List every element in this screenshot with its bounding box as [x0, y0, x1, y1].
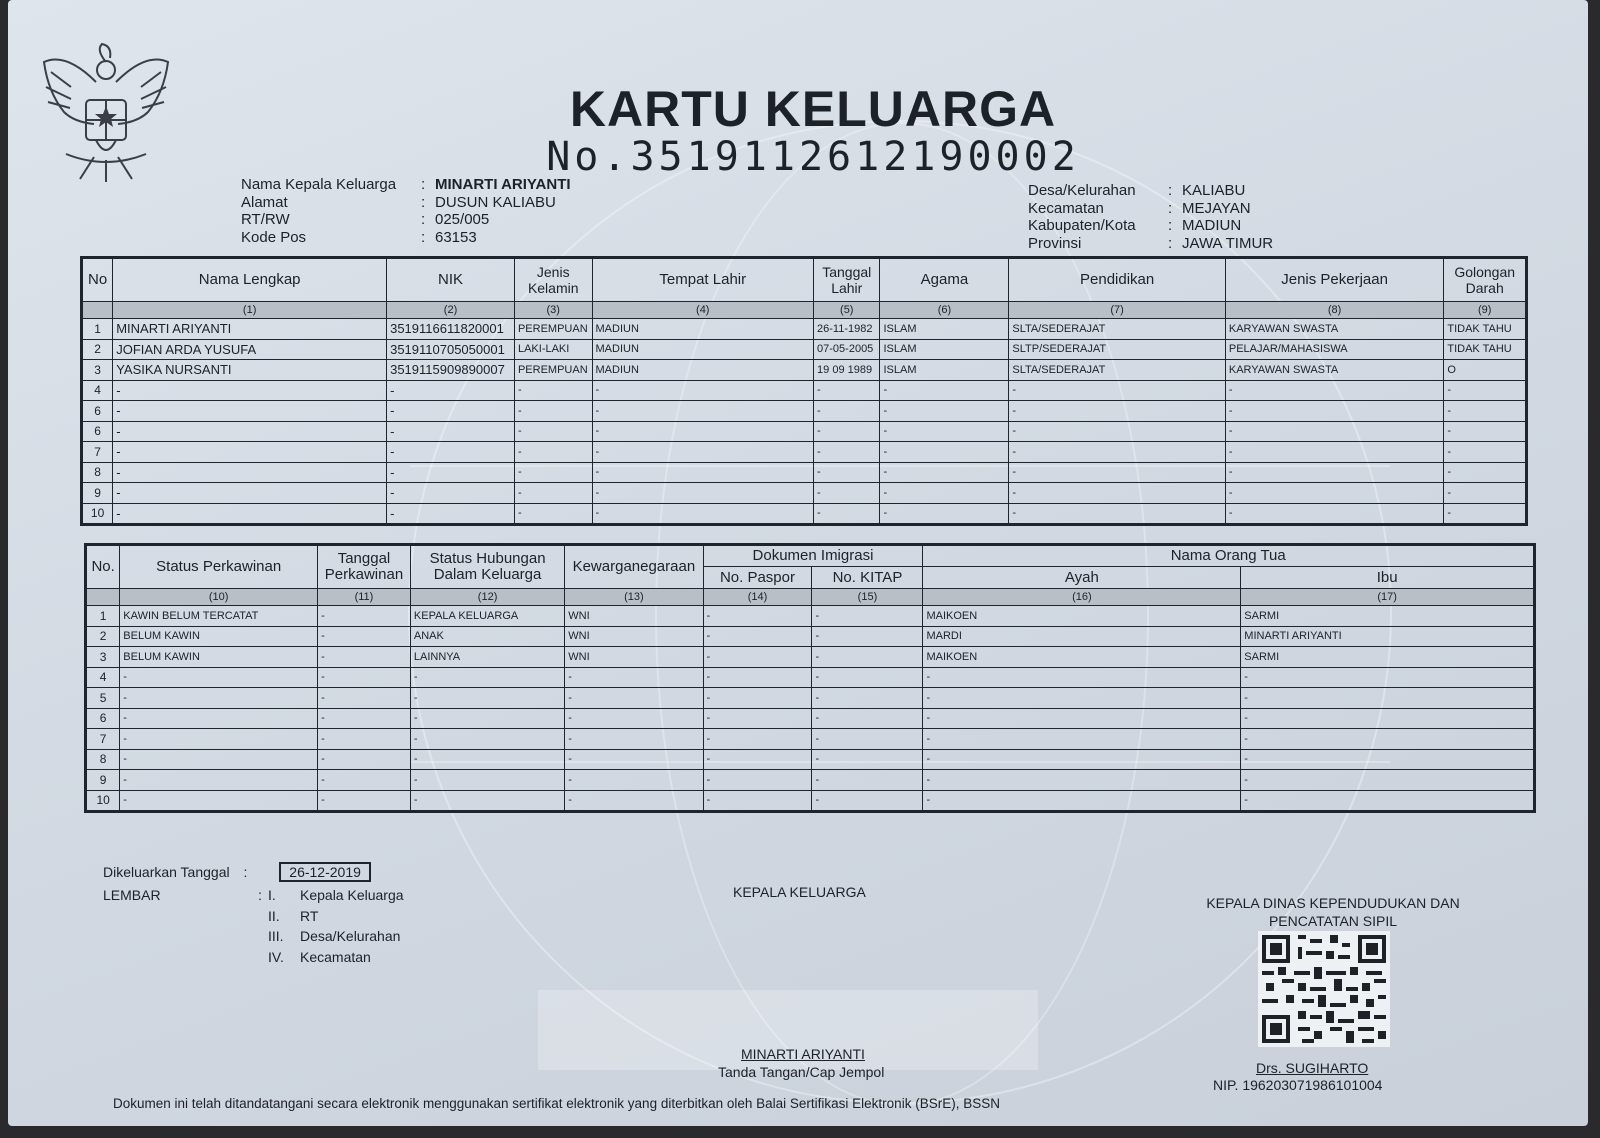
electronic-signature-disclaimer: Dokumen ini telah ditandatangani secara elektronik menggunakan sertifikat elektronik yang diterbitkan oleh Balai Sertifikasi Elektronik (BSrE), BSSN: [113, 1096, 1000, 1111]
table-cell: 3: [82, 360, 113, 381]
table-cell: -: [410, 790, 564, 812]
table-cell: -: [318, 729, 411, 750]
table-cell: -: [113, 401, 387, 422]
column-index: (17): [1241, 589, 1535, 606]
col-header: Nama Orang Tua: [923, 545, 1535, 567]
table-cell: PELAJAR/MAHASISWA: [1225, 339, 1444, 360]
info-label: RT/RW: [241, 211, 290, 228]
table-cell: -: [1444, 421, 1527, 442]
kepala-keluarga-label: KEPALA KELUARGA: [733, 884, 866, 900]
table-row: [86, 626, 1535, 647]
table-row: [82, 421, 1527, 442]
table-cell: -: [703, 626, 812, 647]
column-index: (4): [592, 302, 814, 319]
table-cell: TIDAK TAHU: [1444, 339, 1527, 360]
table-cell: -: [514, 442, 592, 463]
table-cell: -: [514, 503, 592, 525]
table-cell: -: [1009, 503, 1225, 525]
table-cell: BELUM KAWIN: [120, 626, 318, 647]
table-cell: -: [120, 667, 318, 688]
table-cell: -: [592, 380, 814, 401]
table-cell: ISLAM: [880, 319, 1009, 340]
lembar-item: Kecamatan: [300, 948, 371, 965]
table-cell: MARDI: [923, 626, 1241, 647]
table-cell: KEPALA KELUARGA: [410, 606, 564, 627]
col-header: Kewarganegaraan: [565, 545, 703, 589]
header-left-info: Nama Kepala Keluarga : MINARTI ARIYANTI Alamat : DUSUN KALIABU RT/RW : 025/005 Kode Pos : 63153: [241, 176, 571, 246]
table-cell: -: [318, 749, 411, 770]
table-cell: -: [1225, 462, 1444, 483]
table-cell: -: [318, 708, 411, 729]
header-right-info: Desa/Kelurahan : KALIABU Kecamatan : MEJAYAN Kabupaten/Kota : MADIUN Provinsi : JAWA TIMUR: [1028, 182, 1274, 252]
table-cell: -: [410, 770, 564, 791]
table-row: [86, 790, 1535, 812]
table-cell: MINARTI ARIYANTI: [113, 319, 387, 340]
table-cell: -: [1241, 749, 1535, 770]
table-row: [86, 729, 1535, 750]
table-cell: -: [592, 421, 814, 442]
table-cell: 2: [86, 626, 120, 647]
table-row: [82, 442, 1527, 463]
table-cell: -: [565, 708, 703, 729]
table-cell: -: [120, 729, 318, 750]
table-cell: -: [410, 708, 564, 729]
table-cell: -: [1225, 421, 1444, 442]
table-cell: -: [1241, 688, 1535, 709]
table-cell: -: [318, 647, 411, 668]
column-index: [86, 589, 120, 606]
table-cell: KARYAWAN SWASTA: [1225, 360, 1444, 381]
table-cell: -: [1444, 503, 1527, 525]
table-cell: ISLAM: [880, 339, 1009, 360]
table-cell: -: [880, 421, 1009, 442]
column-index: (9): [1444, 302, 1527, 319]
table-cell: -: [387, 503, 515, 525]
table-cell: 6: [82, 401, 113, 422]
table-cell: -: [1241, 667, 1535, 688]
issued-label: Dikeluarkan Tanggal: [103, 864, 230, 880]
info-value: DUSUN KALIABU: [435, 193, 556, 211]
column-index: (5): [814, 302, 880, 319]
table-row: [86, 770, 1535, 791]
table-row: [82, 339, 1527, 360]
info-label: Kecamatan: [1028, 199, 1104, 217]
table-cell: 1: [82, 319, 113, 340]
table-cell: WNI: [565, 626, 703, 647]
table-cell: -: [814, 421, 880, 442]
table-cell: -: [318, 688, 411, 709]
table-cell: 4: [86, 667, 120, 688]
table-cell: -: [1009, 442, 1225, 463]
table-cell: -: [1009, 483, 1225, 504]
table-cell: PEREMPUAN: [514, 360, 592, 381]
column-index-row: [82, 302, 1527, 319]
table-cell: -: [410, 688, 564, 709]
lembar-list: LEMBAR : I. Kepala Keluarga II. RT III. Desa/Kelurahan IV. Kecamatan: [103, 885, 404, 967]
table-cell: -: [1009, 421, 1225, 442]
info-value: 63153: [435, 228, 477, 246]
table-cell: -: [1009, 401, 1225, 422]
column-index: (6): [880, 302, 1009, 319]
table-cell: -: [1241, 708, 1535, 729]
col-header: NIK: [387, 258, 515, 302]
table-row: [86, 647, 1535, 668]
table-cell: -: [1225, 503, 1444, 525]
table-cell: SARMI: [1241, 606, 1535, 627]
col-header: Dokumen Imigrasi: [703, 545, 923, 567]
table-cell: O: [1444, 360, 1527, 381]
table-cell: -: [703, 647, 812, 668]
table-cell: 4: [82, 380, 113, 401]
table-row: [82, 401, 1527, 422]
table-cell: -: [923, 770, 1241, 791]
table-cell: -: [120, 749, 318, 770]
table-row: [86, 749, 1535, 770]
table-cell: -: [1225, 442, 1444, 463]
column-index: (13): [565, 589, 703, 606]
info-value: KALIABU: [1182, 182, 1246, 199]
table-cell: -: [923, 667, 1241, 688]
table-cell: SARMI: [1241, 647, 1535, 668]
table-cell: -: [703, 770, 812, 791]
table-cell: -: [703, 749, 812, 770]
table-cell: -: [514, 462, 592, 483]
table-cell: -: [812, 770, 923, 791]
table-cell: 5: [86, 688, 120, 709]
table-cell: -: [113, 380, 387, 401]
table-cell: -: [1009, 380, 1225, 401]
table-cell: LAINNYA: [410, 647, 564, 668]
table-cell: -: [814, 380, 880, 401]
table-cell: -: [318, 626, 411, 647]
table-cell: -: [812, 647, 923, 668]
table-cell: -: [1225, 483, 1444, 504]
marital-status-table: [84, 543, 1536, 813]
table-cell: -: [703, 729, 812, 750]
table-cell: -: [814, 503, 880, 525]
table-cell: -: [923, 708, 1241, 729]
table-cell: 10: [86, 790, 120, 812]
table-cell: -: [387, 462, 515, 483]
info-value: MEJAYAN: [1182, 199, 1251, 217]
table-cell: -: [410, 749, 564, 770]
table-cell: -: [120, 790, 318, 812]
table-cell: MADIUN: [592, 360, 814, 381]
qr-code: [1258, 930, 1390, 1048]
table-cell: -: [1241, 770, 1535, 791]
table-row: [82, 319, 1527, 340]
table-cell: MADIUN: [592, 319, 814, 340]
column-index: (16): [923, 589, 1241, 606]
table-cell: -: [410, 667, 564, 688]
column-index: (12): [410, 589, 564, 606]
info-value: MADIUN: [1182, 217, 1242, 234]
table-cell: 9: [82, 483, 113, 504]
table-cell: BELUM KAWIN: [120, 647, 318, 668]
info-value: JAWA TIMUR: [1182, 234, 1274, 252]
table-cell: -: [318, 606, 411, 627]
table-cell: -: [113, 462, 387, 483]
table-cell: -: [880, 503, 1009, 525]
info-label: Nama Kepala Keluarga: [241, 176, 397, 193]
table-cell: -: [812, 626, 923, 647]
table-cell: MINARTI ARIYANTI: [1241, 626, 1535, 647]
table-cell: -: [703, 708, 812, 729]
table-cell: KARYAWAN SWASTA: [1225, 319, 1444, 340]
table-cell: -: [812, 729, 923, 750]
document-number: No.3519112612190002: [546, 134, 1080, 180]
table-cell: -: [113, 421, 387, 442]
table-cell: 6: [82, 421, 113, 442]
table-cell: -: [703, 790, 812, 812]
table-cell: KAWIN BELUM TERCATAT: [120, 606, 318, 627]
col-header: Pendidikan: [1009, 258, 1225, 302]
table-cell: 7: [82, 442, 113, 463]
table-cell: -: [387, 401, 515, 422]
col-header: Tempat Lahir: [592, 258, 814, 302]
table-cell: 8: [82, 462, 113, 483]
table-cell: -: [703, 667, 812, 688]
table-cell: 26-11-1982: [814, 319, 880, 340]
table-cell: ANAK: [410, 626, 564, 647]
table-cell: 3519110705050001: [387, 339, 515, 360]
column-index: [82, 302, 113, 319]
issued-date-row: Dikeluarkan Tanggal : 26-12-2019: [103, 862, 371, 882]
table-cell: -: [1225, 401, 1444, 422]
info-label: Alamat: [241, 193, 288, 211]
table-cell: 8: [86, 749, 120, 770]
table-cell: -: [565, 688, 703, 709]
table-cell: -: [113, 503, 387, 525]
info-label: Desa/Kelurahan: [1028, 182, 1136, 199]
table-cell: -: [387, 380, 515, 401]
table-cell: SLTA/SEDERAJAT: [1009, 319, 1225, 340]
table-cell: -: [814, 442, 880, 463]
table-cell: -: [565, 790, 703, 812]
table-cell: 1: [86, 606, 120, 627]
official-nip: NIP. 196203071986101004: [1213, 1077, 1383, 1093]
column-index: (10): [120, 589, 318, 606]
column-index: (1): [113, 302, 387, 319]
table-cell: -: [812, 790, 923, 812]
table-cell: 7: [86, 729, 120, 750]
table-cell: -: [880, 462, 1009, 483]
table-row: [82, 360, 1527, 381]
table-cell: TIDAK TAHU: [1444, 319, 1527, 340]
official-title: KEPALA DINAS KEPENDUDUKAN DAN PENCATATAN SIPIL: [1206, 895, 1460, 929]
column-index: (8): [1225, 302, 1444, 319]
table-cell: 19 09 1989: [814, 360, 880, 381]
table-cell: 3: [86, 647, 120, 668]
table-cell: -: [387, 442, 515, 463]
table-cell: -: [565, 667, 703, 688]
table-cell: -: [318, 790, 411, 812]
table-cell: MADIUN: [592, 339, 814, 360]
table-cell: -: [113, 442, 387, 463]
table-cell: -: [812, 667, 923, 688]
col-header: Jenis Pekerjaan: [1225, 258, 1444, 302]
table-row: [82, 483, 1527, 504]
table-cell: -: [514, 483, 592, 504]
col-header: Agama: [880, 258, 1009, 302]
info-label: Provinsi: [1028, 234, 1082, 252]
column-index: (3): [514, 302, 592, 319]
table-cell: -: [387, 421, 515, 442]
column-index: (14): [703, 589, 812, 606]
table-cell: 10: [82, 503, 113, 525]
col-header: Status Hubungan Dalam Keluarga: [410, 545, 564, 589]
table-cell: PEREMPUAN: [514, 319, 592, 340]
table-cell: -: [812, 749, 923, 770]
table-cell: -: [1444, 401, 1527, 422]
col-header: No. Paspor: [703, 567, 812, 589]
lembar-item: Kepala Keluarga: [300, 887, 404, 903]
table-cell: WNI: [565, 606, 703, 627]
col-header: Ibu: [1241, 567, 1535, 589]
table-cell: -: [923, 749, 1241, 770]
column-index: (7): [1009, 302, 1225, 319]
table-cell: -: [514, 380, 592, 401]
lembar-item: RT: [300, 907, 319, 924]
col-header: Status Perkawinan: [120, 545, 318, 589]
table-cell: -: [812, 688, 923, 709]
table-cell: -: [923, 688, 1241, 709]
table-row: [86, 667, 1535, 688]
col-header: Ayah: [923, 567, 1241, 589]
table-cell: -: [703, 688, 812, 709]
table-cell: WNI: [565, 647, 703, 668]
column-index: (15): [812, 589, 923, 606]
table-cell: -: [1444, 483, 1527, 504]
table-row: [86, 606, 1535, 627]
table-cell: LAKI-LAKI: [514, 339, 592, 360]
col-header: Nama Lengkap: [113, 258, 387, 302]
issued-date: 26-12-2019: [279, 862, 371, 882]
info-value: MINARTI ARIYANTI: [435, 176, 571, 193]
table-cell: -: [923, 729, 1241, 750]
table-cell: SLTP/SEDERAJAT: [1009, 339, 1225, 360]
table-cell: 3519115909890007: [387, 360, 515, 381]
table-cell: -: [814, 462, 880, 483]
table-cell: -: [514, 421, 592, 442]
table-cell: -: [812, 606, 923, 627]
table-cell: MAIKOEN: [923, 606, 1241, 627]
table-cell: -: [120, 688, 318, 709]
table-cell: -: [1444, 442, 1527, 463]
col-header: Jenis Kelamin: [514, 258, 592, 302]
lembar-label: LEMBAR: [103, 887, 161, 903]
table-cell: -: [1009, 462, 1225, 483]
table-row: [82, 462, 1527, 483]
col-header: Tanggal Perkawinan: [318, 545, 411, 589]
table-cell: 6: [86, 708, 120, 729]
table-row: [86, 708, 1535, 729]
col-header: Golongan Darah: [1444, 258, 1527, 302]
table-row: [82, 503, 1527, 525]
table-cell: -: [565, 770, 703, 791]
col-header: No: [82, 258, 113, 302]
table-cell: -: [812, 708, 923, 729]
table-cell: -: [514, 401, 592, 422]
kepala-keluarga-name: MINARTI ARIYANTI: [741, 1046, 865, 1062]
column-index-row: [86, 589, 1535, 606]
signature-caption: Tanda Tangan/Cap Jempol: [718, 1064, 885, 1080]
table-cell: -: [1444, 380, 1527, 401]
table-row: [82, 380, 1527, 401]
table-cell: -: [592, 483, 814, 504]
table-cell: -: [814, 483, 880, 504]
table-cell: -: [1225, 380, 1444, 401]
table-cell: -: [387, 483, 515, 504]
table-cell: 3519116611820001: [387, 319, 515, 340]
col-header: No.: [86, 545, 120, 589]
table-cell: -: [1444, 462, 1527, 483]
column-index: (2): [387, 302, 515, 319]
column-index: (11): [318, 589, 411, 606]
table-cell: -: [814, 401, 880, 422]
lembar-item: Desa/Kelurahan: [300, 928, 401, 944]
table-cell: -: [113, 483, 387, 504]
info-label: Kabupaten/Kota: [1028, 217, 1136, 234]
table-cell: -: [120, 708, 318, 729]
document-title: KARTU KELUARGA: [569, 81, 1057, 137]
table-cell: MAIKOEN: [923, 647, 1241, 668]
col-header: Tanggal Lahir: [814, 258, 880, 302]
document-paper: [8, 0, 1588, 1126]
table-cell: -: [120, 770, 318, 791]
table-row: [86, 688, 1535, 709]
official-name: Drs. SUGIHARTO: [1256, 1060, 1369, 1076]
table-cell: SLTA/SEDERAJAT: [1009, 360, 1225, 381]
info-label: Kode Pos: [241, 228, 307, 246]
table-cell: YASIKA NURSANTI: [113, 360, 387, 381]
table-cell: -: [1241, 790, 1535, 812]
table-cell: -: [318, 770, 411, 791]
table-cell: -: [880, 483, 1009, 504]
table-cell: -: [880, 380, 1009, 401]
table-cell: -: [880, 442, 1009, 463]
table-cell: -: [592, 442, 814, 463]
table-cell: ISLAM: [880, 360, 1009, 381]
table-cell: -: [318, 667, 411, 688]
col-header: No. KITAP: [812, 567, 923, 589]
info-value: 025/005: [435, 211, 490, 228]
table-cell: -: [1241, 729, 1535, 750]
table-cell: -: [592, 503, 814, 525]
table-cell: -: [592, 401, 814, 422]
table-cell: -: [410, 729, 564, 750]
table-cell: 2: [82, 339, 113, 360]
table-cell: -: [565, 749, 703, 770]
family-members-table: [80, 256, 1528, 526]
table-cell: -: [880, 401, 1009, 422]
table-cell: -: [592, 462, 814, 483]
table-cell: 07-05-2005: [814, 339, 880, 360]
table-cell: JOFIAN ARDA YUSUFA: [113, 339, 387, 360]
table-cell: 9: [86, 770, 120, 791]
table-cell: -: [923, 790, 1241, 812]
table-cell: -: [703, 606, 812, 627]
table-cell: -: [565, 729, 703, 750]
